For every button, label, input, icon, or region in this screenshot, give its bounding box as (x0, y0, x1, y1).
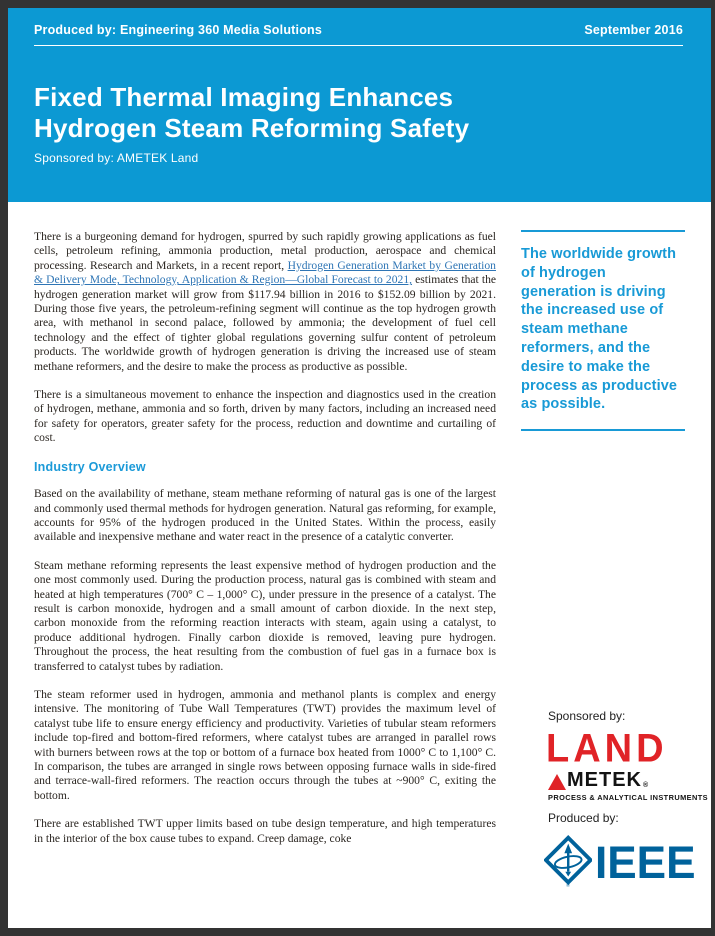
paragraph-1 (34, 230, 496, 374)
ametek-tagline: PROCESS & ANALYTICAL INSTRUMENTS (548, 793, 708, 803)
page-title-line2: Hydrogen Steam Reforming Safety (34, 113, 470, 143)
paragraph-4: Steam methane reforming represents the least expensive method of hydrogen production and the one most commonly used. During the production process, natural gas is combined with steam and heated at high temperatures (700° C – 1,000° C), under pressure in the presence of a catalyst. The result is carbon monoxide, hydrogen and a small amount of carbon dioxide. In the next step, carbon monoxide from the reforming reaction interacts with steam, again using a catalyst, to produce additional hydrogen. Finally carbon dioxide is removed, leaving pure hydrogen. Throughout the process, the heat resulting from the combustion of fuel gas in a furnace box is transferred to catalyst tubes by radiation. (34, 558, 496, 673)
ieee-logo-text: IEEE (595, 836, 696, 888)
masthead-topbar (34, 23, 683, 37)
paragraph-6: There are established TWT upper limits based on tube design temperature, and high temperatures in the interior of the box cause tubes to expand. Creep damage, coke (34, 817, 496, 845)
page-title-line1: Fixed Thermal Imaging Enhances (34, 82, 454, 112)
produced-by-text: Produced by: Engineering 360 Media Solutions (34, 23, 323, 37)
sidebar (521, 230, 708, 893)
paragraph-3: Based on the availability of methane, steam methane reforming of natural gas is one of the largest and commonly used thermal methods for hydrogen generation. Natural gas reforming, for example, accounts for 95% of the hydrogen produced in the United States. Within the process, easily available and inexpensive methane and water react in the presence of a catalytic converter. (34, 487, 496, 544)
page-content (8, 202, 711, 893)
svg-text:®: ® (566, 884, 570, 890)
paragraph-1-before-link: There is a burgeoning demand for hydrogen, spurred by such rapidly growing applications as fuel cells, petroleum refining, ammonia production, metal production, aerospace and chemical processing. Research and Markets, in a recent report, (34, 230, 496, 272)
paragraph-2: There is a simultaneous movement to enhance the inspection and diagnostics used in the creation of hydrogen, methane, ammonia and so forth, driven by many factors, including an increased need for safety for operators, greater safety for the process, reduction and downtime and curtailing of cost. (34, 388, 496, 445)
ieee-diamond-icon (544, 831, 592, 893)
produced-by-label: Produced by: (548, 811, 619, 826)
ametek-a-triangle-icon (548, 774, 566, 790)
paragraph-1-after-link: estimates that the hydrogen generation market will grow from $117.94 billion in 2016 to $152.09 billion by 2021. During those five years, the petroleum-refining segment will continue as the top hydrogen growth area, with methanol in second palace, followed by ammonia; the development of fuel cell technology and the effect of tighter global regulations governing sulfur content of petroleum products. The worldwide growth of hydrogen generation is driving the increased use of steam methane reformers, and the desire to make the process as productive as possible. (34, 273, 497, 373)
document-page (8, 8, 711, 928)
land-logo: LAND (546, 727, 668, 772)
masthead (8, 8, 711, 202)
article-column (34, 230, 496, 893)
page-title (34, 82, 683, 144)
ametek-logo (548, 770, 698, 790)
section-heading-industry-overview: Industry Overview (34, 459, 146, 474)
masthead-divider (34, 45, 683, 46)
sponsored-by-text: Sponsored by: AMETEK Land (34, 151, 199, 165)
report-link[interactable]: Hydrogen Generation Market by Generation & Delivery Mode, Technology, Application & Region—Global Forecast to 2021, (34, 258, 496, 287)
issue-date: September 2016 (584, 23, 683, 37)
logo-block (546, 709, 708, 893)
ametek-registered-mark: ® (643, 782, 650, 790)
paragraph-5: The steam reformer used in hydrogen, ammonia and methanol plants is complex and energy intensive. The monitoring of Tube Wall Temperatures (TWT) provides the maximum level of catalyst tube life to ensure energy efficiency and productivity. Varieties of tubular steam reformers include top-fired and bottom-fired reformers, where catalyst tubes are arranged in parallel rows with burners between rows at the top or bottom of a furnace box heated from 1000° C to 1,100° C. In comparison, the tubes are arranged in single rows between opposing furnace walls in side-fired and terrace-wall-fired reformers. The reaction occurs through the tubes at ~900° C, exiting the bottom. (34, 687, 496, 802)
pull-quote: The worldwide growth of hydrogen generation is driving the increased use of steam methane reformers, and the desire to make the process as productive as possible. (521, 230, 685, 431)
ieee-logo (544, 831, 698, 893)
sponsored-by-label: Sponsored by: (548, 709, 626, 724)
ametek-logo-text: METEK (567, 769, 642, 792)
